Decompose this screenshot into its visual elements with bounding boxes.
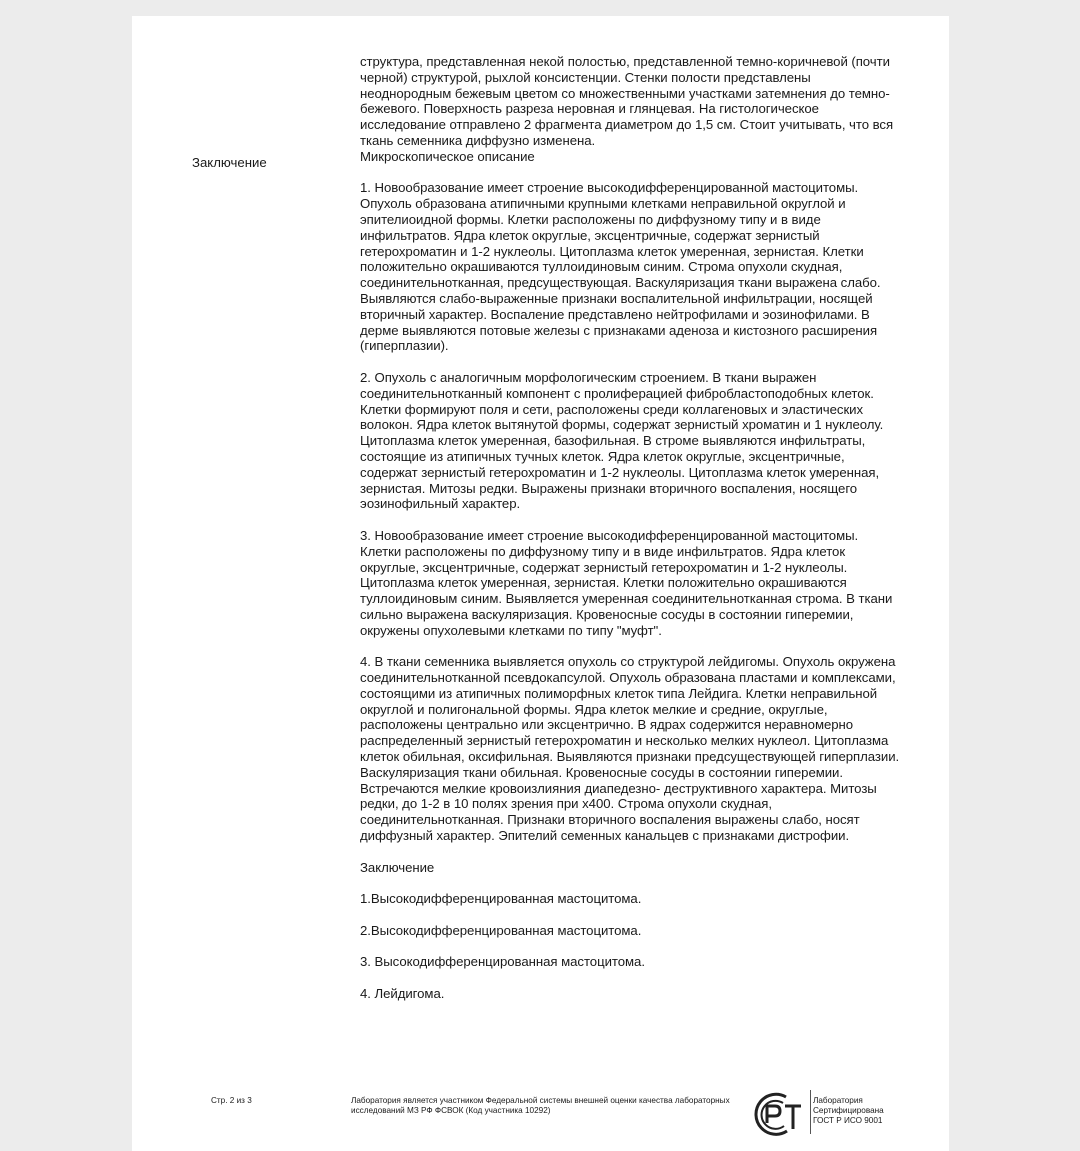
footer-divider	[810, 1090, 811, 1134]
conclusion-row-label: Заключение	[192, 155, 267, 170]
item-paragraph: 3. Новообразование имеет строение высокодифференцированной мастоцитомы. Клетки расположены по диффузному типу и в виде инфильтратов. Ядра клеток округлые, эксцентричные, содержат зернистый гетерохроматин и 1-2 нуклеолы. Цитоплазма клеток умеренная, зернистая. Клетки положительно окрашиваются туллоидиновым синим. Выявляется умеренная соединительнотканная строма. В ткани сильно выражена васкуляризация. Кровеносные сосуды в состоянии гиперемии, окружены опухолевыми клетками по типу "муфт".	[360, 527, 893, 638]
main-text	[360, 54, 900, 1002]
conclusion-heading: Заключение	[360, 859, 435, 875]
item-paragraph: 1. Новообразование имеет строение высокодифференцированной мастоцитомы. Опухоль образована атипичными крупными клетками неправильной округлой и эпителиоидной формы. Клетки расположены по диффузному типу и в виде инфильтратов. Ядра клеток округлые, эксцентричные, содержат зернистый гетерохроматин и 1-2 нуклеолы. Цитоплазма клеток умеренная, зернистая. Клетки положительно окрашиваются туллоидиновым синим. Строма опухоли скудная, соединительнотканная, предсуществующая. Васкуляризация ткани выражена слабо. Выявляются слабо-выраженные признаки воспалительной инфильтрации, носящей вторичный характер. Воспаление представлено нейтрофилами и эозинофилами. В дерме выявляются потовые железы с признаками аденоза и кистозного расширения (гиперплазии).	[360, 180, 881, 354]
conclusion-item: 1.Высокодифференцированная мастоцитома.	[360, 891, 642, 907]
lab-note: Лаборатория является участником Федеральной системы внешней оценки качества лабораторных исследований МЗ РФ ФСВОК (Код участника 10292)	[351, 1096, 730, 1115]
intro-paragraph: структура, представленная некой полостью, представленной темно-коричневой (почти черной) структурой, рыхлой консистенции. Стенки полости представлены неоднородным бежевым цветом со множественными участками затемнения до темно-бежевого. Поверхность разреза неровная и глянцевая. На гистологическое исследование отправлено 2 фрагмента диаметром до 1,5 см. Стоит учитывать, что вся ткань семенника диффузно изменена.	[360, 54, 894, 148]
rst-certification-logo-icon	[753, 1089, 809, 1139]
conclusion-item: 2.Высокодифференцированная мастоцитома.	[360, 922, 642, 938]
conclusion-item: 4. Лейдигома.	[360, 986, 445, 1002]
page-number: Стр. 2 из 3	[211, 1096, 252, 1105]
cert-line: Лаборатория	[813, 1096, 863, 1105]
cert-line: ГОСТ Р ИСО 9001	[813, 1116, 883, 1125]
item-paragraph: 4. В ткани семенника выявляется опухоль со структурой лейдигомы. Опухоль окружена соединительнотканной псевдокапсулой. Опухоль образована пластами и комплексами, состоящими из атипичных полиморфных клеток типа Лейдига. Клетки неправильной округлой и полигональной формы. Ядра клеток мелкие и средние, округлые, расположены центрально или эксцентрично. В ядрах содержится неравномерно распределенный зернистый гетерохроматин и несколько мелких нуклеол. Цитоплазма клеток обильная, оксифильная. Выявляются признаки предсуществующей гиперплазии. Васкуляризация ткани обильная. Кровеносные сосуды в состоянии гиперемии. Встречаются мелкие кровоизлияния диапедезно- деструктивного характера. Митозы редки, до 1-2 в 10 полях зрения при х400. Строма опухоли скудная, соединительнотканная. Признаки вторичного воспаления выражены слабо, носят диффузный характер. Эпителий семенных канальцев с признаками дистрофии.	[360, 654, 900, 844]
micro-heading: Микроскопическое описание	[360, 148, 535, 164]
cert-line: Сертифицирована	[813, 1106, 884, 1115]
certification-note	[813, 1096, 913, 1126]
document-page	[132, 16, 949, 1151]
item-paragraph: 2. Опухоль с аналогичным морфологическим строением. В ткани выражен соединительнотканный компонент с пролиферацией фибробластоподобных клеток. Клетки формируют поля и сети, расположены среди коллагеновых и эластических волокон. Ядра клеток вытянутой формы, содержат зернистый хроматин и 1 нуклеолу. Цитоплазма клеток умеренная, базофильная. В строме выявляются инфильтраты, состоящие из атипичных тучных клеток. Ядра клеток округлые, эксцентричные, содержат зернистый гетерохроматин и 1-2 нуклеолы. Цитоплазма клеток умеренная, зернистая. Митозы редки. Выражены признаки вторичного воспаления, носящего эозинофильный характер.	[360, 369, 884, 512]
conclusion-item: 3. Высокодифференцированная мастоцитома.	[360, 954, 645, 970]
